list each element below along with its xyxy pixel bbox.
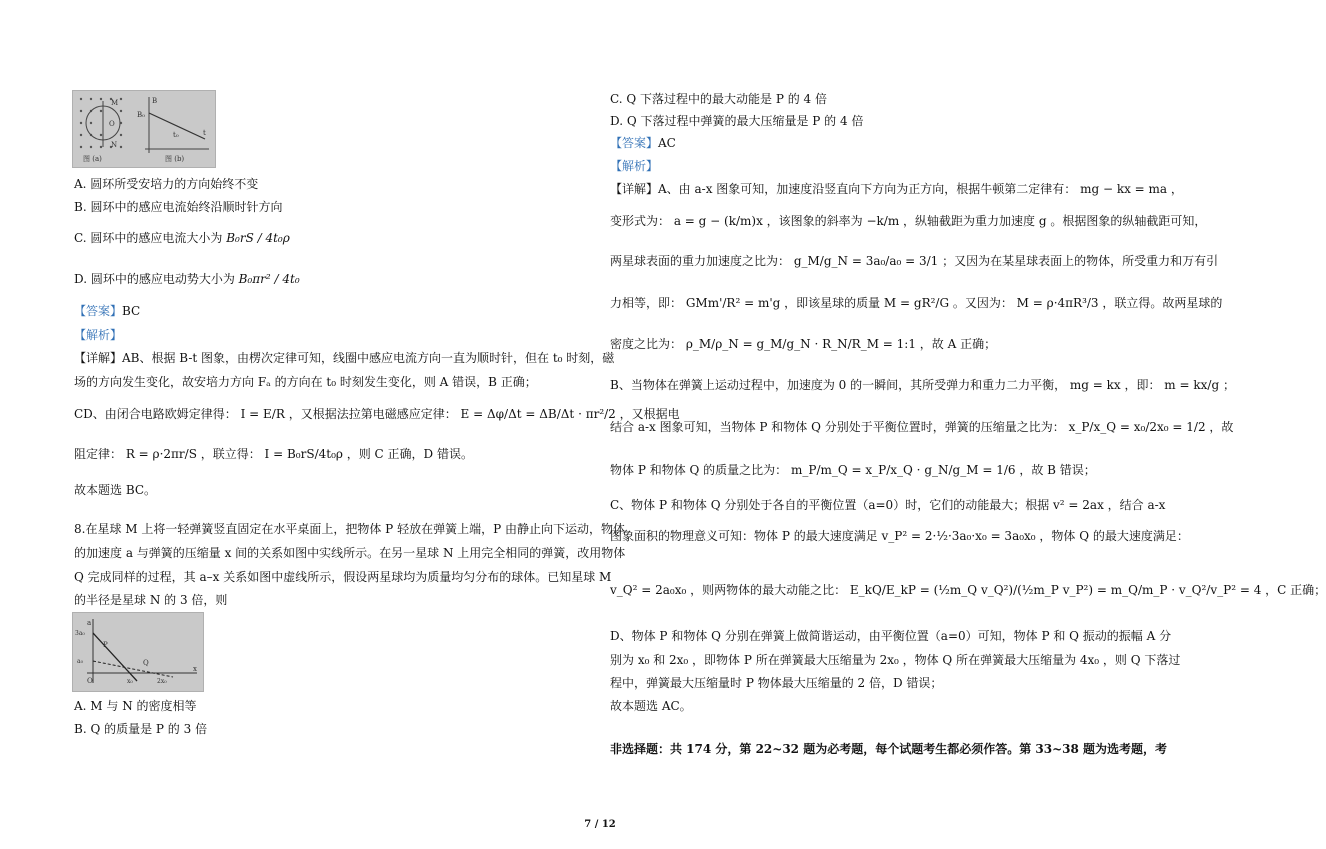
tick-3a0: 3a₀ xyxy=(75,630,85,637)
q7-detail-1: 【详解】AB、根据 B-t 图象，由楞次定律可知，线圈中感应电流方向一直为顺时针，但在 t₀ 时刻，磁 xyxy=(74,351,615,365)
q8-detail-15: 故本题选 AC。 xyxy=(610,699,692,713)
q8-option-c: C. Q 下落过程中的最大动能是 P 的 4 倍 xyxy=(610,92,828,106)
q7-detail-5: 故本题选 BC。 xyxy=(74,483,157,497)
q8-stem-4: 的半径是星球 N 的 3 倍，则 xyxy=(74,593,228,607)
answer-tag: 【答案】 xyxy=(610,136,659,150)
label-p: P xyxy=(103,641,108,649)
q8-detail-4: 力相等，即： GMm'/R² = m'g ，即该星球的质量 M = gR²/G 。又因为： M = ρ·4πR³/3 ，联立得。故两星球的 xyxy=(610,296,1223,310)
answer-value: AC xyxy=(658,136,676,150)
label-n: N xyxy=(111,141,118,149)
tick-x0: x₀ xyxy=(127,678,133,685)
tick-a0: a₀ xyxy=(77,658,83,665)
magnetic-field-figure xyxy=(73,91,215,167)
page-number: 7 / 12 xyxy=(584,819,616,830)
q7-detail-3: CD、由闭合电路欧姆定律得： I = E/R ，又根据法拉第电磁感应定律： E = Δφ/Δt = ΔB/Δt · πr²/2 ，又根据电 xyxy=(74,407,680,421)
section-heading: 非选择题：共 174 分，第 22~32 题为必考题，每个试题考生都必须作答。第 33~38 题为选考题，考 xyxy=(610,742,1168,756)
label-q: Q xyxy=(143,659,149,667)
q8-detail-7: 结合 a-x 图象可知，当物体 P 和物体 Q 分别处于平衡位置时，弹簧的压缩量之比为： x_P/x_Q = x₀/2x₀ = 1/2 ，故 xyxy=(610,420,1234,434)
q7-answer xyxy=(74,303,140,319)
q8-detail-6: B、当物体在弹簧上运动过程中，加速度为 0 的一瞬间，其所受弹力和重力二力平衡， mg = kx ，即： m = kx/g ； xyxy=(610,378,1235,392)
q8-stem-3: Q 完成同样的过程，其 a–x 关系如图中虚线所示，假设两星球均为质量均匀分布的球体。已知星球 M xyxy=(74,570,612,584)
figure-a-b xyxy=(72,90,216,168)
tick-2x0: 2x₀ xyxy=(157,678,167,685)
q8-ax-figure xyxy=(72,612,204,692)
label-b: B xyxy=(152,97,158,105)
answer-tag: 【答案】 xyxy=(74,304,123,318)
q8-detail-9: C、物体 P 和物体 Q 分别处于各自的平衡位置（a=0）时，它们的动能最大；根据 v² = 2ax ，结合 a-x xyxy=(610,498,1166,512)
q8-detail-1: 【详解】A、由 a-x 图象可知，加速度沿竖直向下方向为正方向，根据牛顿第二定律有： mg − kx = ma ， xyxy=(610,182,1183,196)
label-o: O xyxy=(109,120,115,128)
label-b0: B₀ xyxy=(137,111,145,119)
q8-detail-8: 物体 P 和物体 Q 的质量之比为： m_P/m_Q = x_P/x_Q · g_N/g_M = 1/6 ，故 B 错误； xyxy=(610,463,1096,477)
q8-stem-2: 的加速度 a 与弹簧的压缩量 x 间的关系如图中实线所示。在另一星球 N 上用完全相同的弹簧，改用物体 xyxy=(74,546,626,560)
q8-detail-3: 两星球表面的重力加速度之比为： g_M/g_N = 3a₀/a₀ = 3/1 ；又因为在某星球表面上的物体，所受重力和万有引 xyxy=(610,254,1219,268)
answer-value: BC xyxy=(122,304,141,318)
q7-option-d-text: D. 圆环中的感应电动势大小为 xyxy=(74,272,235,286)
q8-detail-14: 程中，弹簧最大压缩量时 P 物体最大压缩量的 2 倍，D 错误； xyxy=(610,676,943,690)
q8-option-b: B. Q 的质量是 P 的 3 倍 xyxy=(74,722,208,736)
q8-option-d: D. Q 下落过程中弹簧的最大压缩量是 P 的 4 倍 xyxy=(610,114,864,128)
q7-analysis-tag: 【解析】 xyxy=(74,328,123,342)
q8-stem-1: 8.在星球 M 上将一轻弹簧竖直固定在水平桌面上，把物体 P 轻放在弹簧上端，P 由静止向下运动，物体 xyxy=(74,522,625,536)
label-m: M xyxy=(111,99,119,107)
q8-detail-2: 变形式为： a = g − (k/m)x ，该图象的斜率为 −k/m ，纵轴截距为重力加速度 g 。根据图象的纵轴截距可知， xyxy=(610,214,1207,228)
q8-option-a: A. M 与 N 的密度相等 xyxy=(74,699,197,713)
q8-detail-12: D、物体 P 和物体 Q 分别在弹簧上做简谐运动，由平衡位置（a=0）可知，物体 P 和 Q 振动的振幅 A 分 xyxy=(610,629,1172,643)
ax-graph xyxy=(73,613,203,691)
q7-option-b: B. 圆环中的感应电流始终沿顺时针方向 xyxy=(74,200,283,214)
q7-option-c xyxy=(74,230,290,246)
axis-a: a xyxy=(87,619,92,627)
q8-detail-10: 图象面积的物理意义可知：物体 P 的最大速度满足 v_P² = 2·½·3a₀·x₀ = 3a₀x₀ ，物体 Q 的最大速度满足： xyxy=(610,529,1189,543)
q8-answer xyxy=(610,135,676,151)
q7-detail-2: 场的方向发生变化，故安培力方向 Fₐ 的方向在 t₀ 时刻发生变化，则 A 错误，B 正确； xyxy=(74,375,537,389)
q7-option-c-text: C. 圆环中的感应电流大小为 xyxy=(74,231,223,245)
q8-analysis-tag: 【解析】 xyxy=(610,159,659,173)
q7-option-d xyxy=(74,271,300,287)
label-t: t xyxy=(203,129,206,137)
axis-x: x xyxy=(193,665,197,673)
q7-option-d-formula: B₀πr² / 4t₀ xyxy=(238,272,300,286)
q8-detail-5: 密度之比为： ρ_M/ρ_N = g_M/g_N · R_N/R_M = 1:1 ，故 A 正确； xyxy=(610,337,997,351)
q7-option-c-formula: B₀rS / 4t₀ρ xyxy=(226,231,290,245)
q7-option-a: A. 圆环所受安培力的方向始终不变 xyxy=(74,177,259,191)
q8-detail-11: v_Q² = 2a₀x₀ ，则两物体的最大动能之比： E_kQ/E_kP = (½m_Q v_Q²)/(½m_P v_P²) = m_Q/m_P · v_Q²/v_P² = 4 ，C 正确； xyxy=(610,583,1326,597)
q8-detail-13: 别为 x₀ 和 2x₀ ，即物体 P 所在弹簧最大压缩量为 2x₀ ，物体 Q 所在弹簧最大压缩量为 4x₀ ，则 Q 下落过 xyxy=(610,653,1181,667)
q7-detail-4: 阻定律： R = ρ·2πr/S ，联立得： I = B₀rS/4t₀ρ ，则 C 正确，D 错误。 xyxy=(74,447,473,461)
label-fig-b: 图 (b) xyxy=(165,155,185,163)
origin-o: O xyxy=(87,677,93,685)
label-t0: t₀ xyxy=(173,131,179,139)
label-fig-a: 图 (a) xyxy=(83,155,102,163)
